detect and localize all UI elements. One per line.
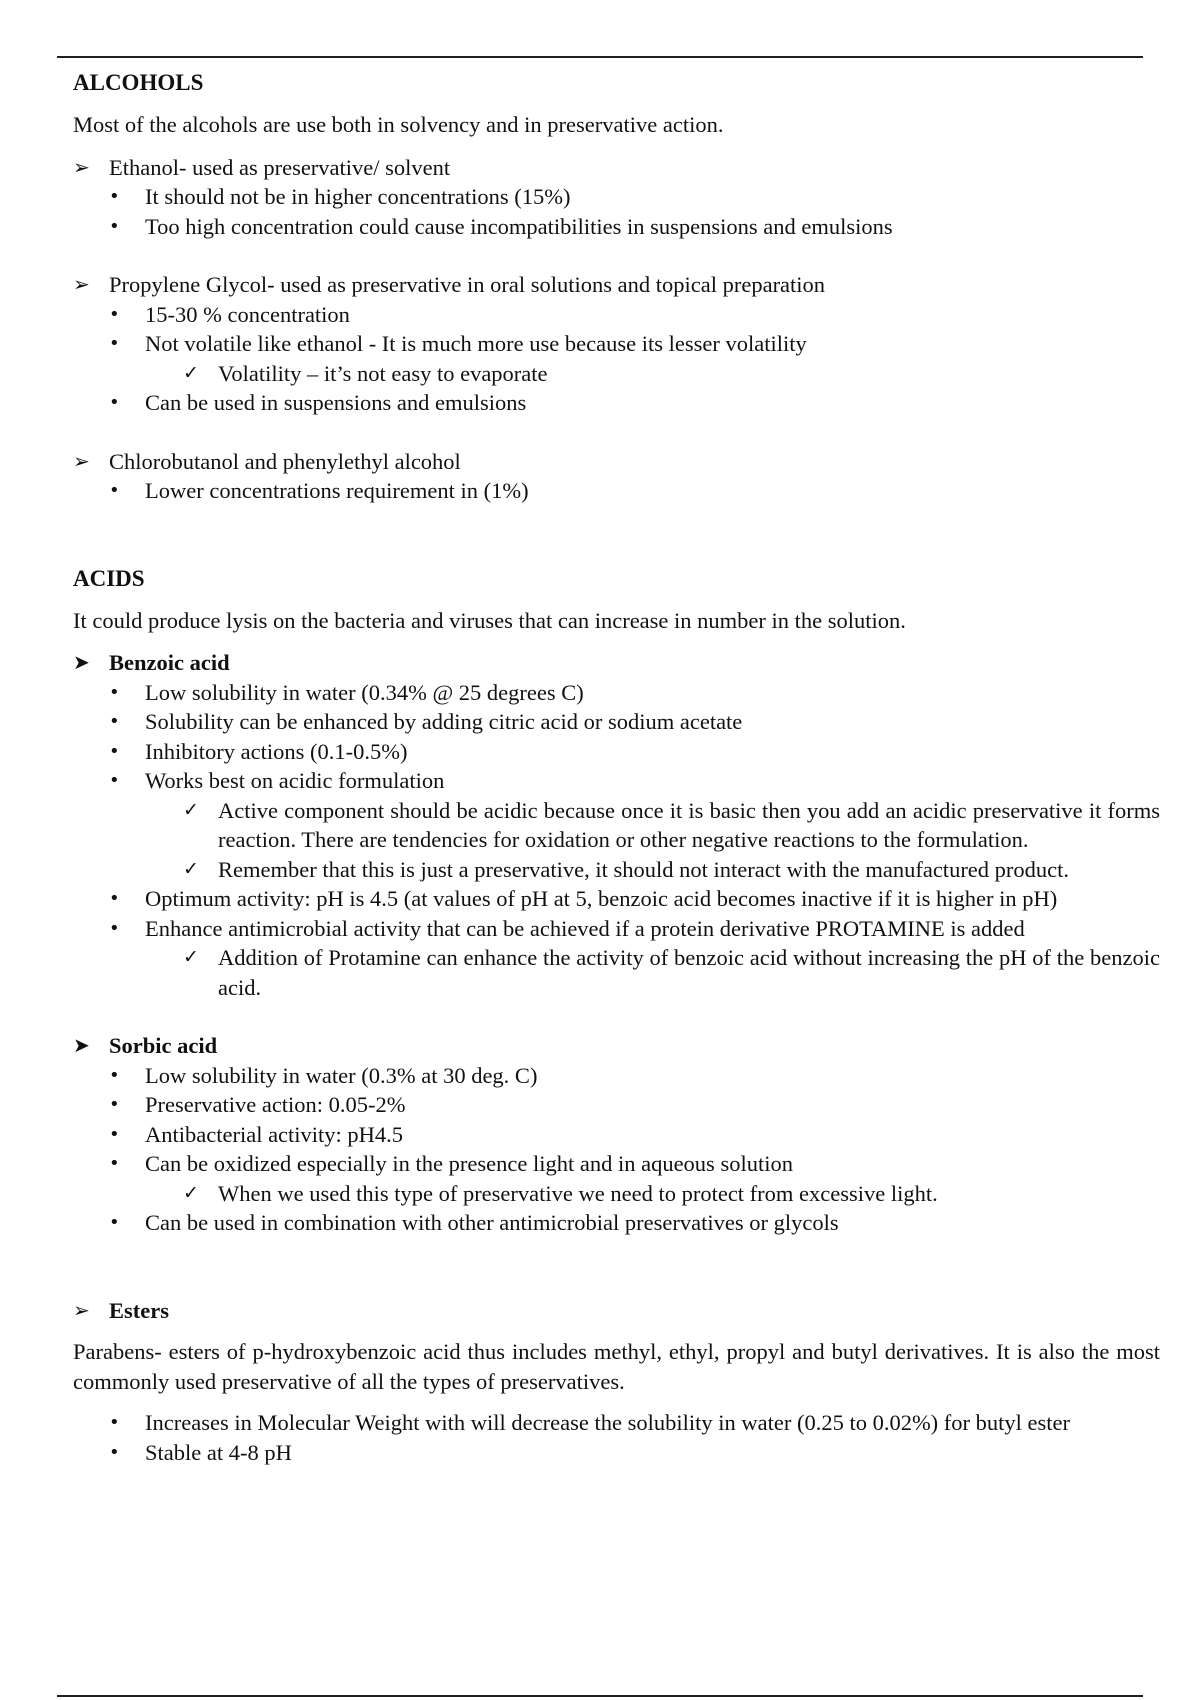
arrow-bullet-icon: ➢: [73, 272, 90, 296]
list-item: • Too high concentration could cause incompatibilities in suspensions and emulsions: [73, 212, 1160, 242]
bullet-icon: •: [109, 303, 120, 325]
arrow-bullet-icon: ➢: [73, 448, 90, 473]
bullet-icon: •: [109, 186, 120, 207]
sorbic-item: [73, 1031, 1160, 1061]
document-body: [73, 68, 1160, 1467]
list-item: • Lower concentrations requirement in (1%): [73, 476, 1160, 506]
bullet-icon: •: [109, 888, 120, 909]
bullet-icon: •: [109, 392, 120, 413]
list-item: • 15-30 % concentration: [73, 300, 1160, 330]
list-item: • Works best on acidic formulation: [73, 766, 1160, 796]
check-item: ✓ Addition of Protamine can enhance the activity of benzoic acid without increasing the pH of the benzoic acid.: [183, 945, 1160, 1000]
list-item: • Not volatile like ethanol - It is much more use because its lesser volatility: [73, 329, 1160, 359]
list-item: • Low solubility in water (0.3% at 30 deg. C): [73, 1061, 1160, 1091]
check-item: ✓ When we used this type of preservative we need to protect from excessive light.: [73, 1179, 1160, 1209]
checkmark-icon: ✓: [183, 857, 199, 880]
propylene-item: [73, 270, 1160, 300]
bullet-icon: •: [109, 740, 120, 762]
bullet-icon: •: [109, 770, 120, 791]
check-item: ✓ Volatility – it’s not easy to evaporate: [73, 359, 1160, 389]
list-item: • Antibacterial activity: pH4.5: [73, 1120, 1160, 1150]
benzoic-title: Benzoic acid: [109, 650, 230, 675]
list-item: • Increases in Molecular Weight with will decrease the solubility in water (0.25 to 0.02%) for butyl ester: [73, 1408, 1160, 1438]
esters-item: [73, 1296, 1160, 1326]
list-item: • Can be used in combination with other antimicrobial preservatives or glycols: [73, 1208, 1160, 1238]
chlorobutanol-item: [73, 447, 1160, 477]
heading-acids: ACIDS: [73, 565, 145, 591]
bullet-icon: •: [109, 1153, 120, 1174]
esters-title: Esters: [109, 1297, 169, 1323]
list-item: • Low solubility in water (0.34% @ 25 degrees C): [73, 678, 1160, 708]
list-item: • Can be oxidized especially in the presence light and in aqueous solution: [73, 1149, 1160, 1179]
bullet-icon: •: [109, 1441, 120, 1463]
top-rule: [57, 56, 1143, 58]
ethanol-bullets: [73, 182, 1160, 241]
list-item: • Inhibitory actions (0.1-0.5%): [73, 737, 1160, 767]
list-item: • Preservative action: 0.05-2%: [73, 1090, 1160, 1120]
checkmark-icon: ✓: [183, 946, 199, 968]
arrow-bullet-icon: ➤: [73, 650, 90, 674]
chlorobutanol-bullets: [73, 476, 1160, 506]
chlorobutanol-title: Chlorobutanol and phenylethyl alcohol: [109, 448, 461, 474]
checkmark-icon: ✓: [183, 798, 199, 821]
bottom-rule: [57, 1695, 1143, 1697]
benzoic-item: [73, 648, 1160, 678]
benzoic-bullets: [73, 678, 1160, 1003]
list-item: • Optimum activity: pH is 4.5 (at values of pH at 5, benzoic acid becomes inactive if it is higher in pH): [73, 884, 1160, 914]
bullet-icon: •: [109, 1123, 120, 1145]
checkmark-icon: ✓: [183, 1181, 199, 1204]
propylene-title: Propylene Glycol- used as preservative in oral solutions and topical preparation: [109, 272, 826, 297]
bullet-icon: •: [109, 215, 120, 237]
arrow-bullet-icon: ➤: [73, 1033, 90, 1057]
ethanol-title: Ethanol- used as preservative/ solvent: [109, 154, 451, 180]
sorbic-title: Sorbic acid: [109, 1033, 218, 1058]
list-item: • Can be used in suspensions and emulsions: [73, 388, 1160, 418]
check-item: ✓ Remember that this is just a preservative, it should not interact with the manufactured product.: [73, 855, 1160, 885]
bullet-icon: •: [109, 917, 120, 939]
acids-intro: It could produce lysis on the bacteria and viruses that can increase in number in the solution.: [73, 607, 906, 633]
bullet-icon: •: [109, 1094, 120, 1115]
alcohols-intro: Most of the alcohols are use both in solvency and in preservative action.: [73, 112, 724, 137]
bullet-icon: •: [109, 1212, 120, 1233]
arrow-bullet-icon: ➢: [73, 1297, 90, 1322]
bullet-icon: •: [109, 480, 120, 501]
bullet-icon: •: [109, 1412, 120, 1433]
propylene-bullets: [73, 300, 1160, 418]
checkmark-icon: ✓: [183, 361, 199, 384]
heading-alcohols: ALCOHOLS: [73, 70, 204, 95]
arrow-bullet-icon: ➢: [73, 154, 90, 179]
ethanol-item: [73, 153, 1160, 183]
bullet-icon: •: [109, 681, 120, 703]
bullet-icon: •: [109, 1064, 120, 1086]
sorbic-bullets: [73, 1061, 1160, 1238]
list-item: • Enhance antimicrobial activity that can be achieved if a protein derivative PROTAMINE is added: [73, 914, 1160, 944]
bullet-icon: •: [109, 711, 120, 732]
bullet-icon: •: [109, 333, 120, 354]
list-item: • It should not be in higher concentrations (15%): [73, 182, 1160, 212]
check-item: ✓ Active component should be acidic because once it is basic then you add an acidic preservative it forms reaction. There are tendencies for oxidation or other negative reactions to the formulation.: [183, 797, 1160, 852]
list-item: • Stable at 4-8 pH: [73, 1438, 1160, 1468]
list-item: • Solubility can be enhanced by adding citric acid or sodium acetate: [73, 707, 1160, 737]
esters-bullets: [73, 1408, 1160, 1467]
esters-intro: Parabens- esters of p-hydroxybenzoic acid thus includes methyl, ethyl, propyl and butyl derivatives. It is also the most commonly used preservative of all the types of preservatives.: [73, 1339, 1160, 1394]
